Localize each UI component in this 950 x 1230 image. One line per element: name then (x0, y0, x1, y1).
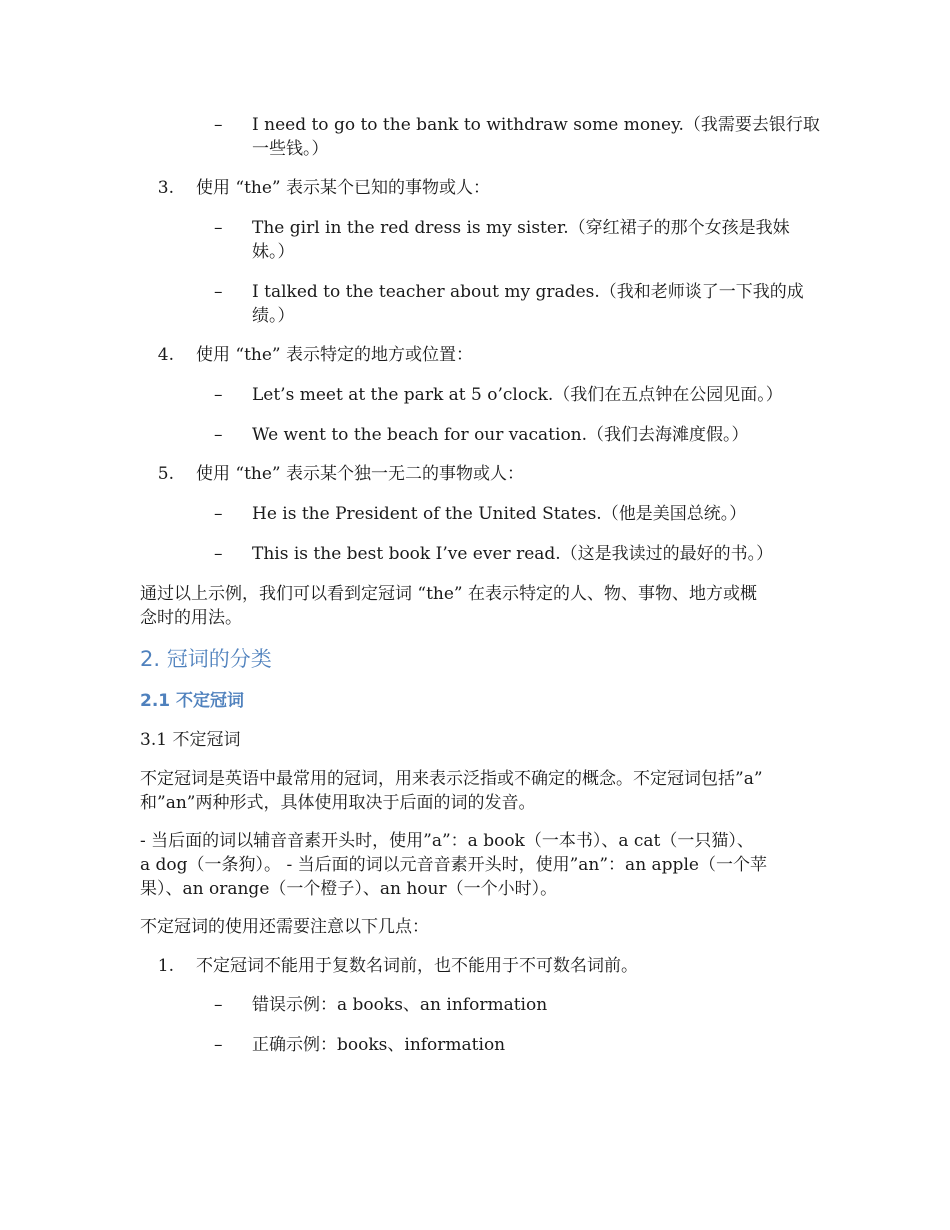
list-item-text: 不定冠词不能用于复数名词前，也不能用于不可数名词前。 (196, 956, 638, 976)
example-text-continued: 绩。） (252, 306, 295, 326)
body-paragraph-continued: 和”an”两种形式，具体使用取决于后面的词的发音。 (140, 793, 536, 813)
bullet-dash: – (214, 385, 223, 405)
body-paragraph-continued: a dog（一条狗）。 - 当后面的词以元音音素开头时，使用”an”：an apple（一个苹 (140, 855, 767, 875)
example-text: I talked to the teacher about my grades.（我和老师谈了一下我的成 (252, 282, 804, 302)
section-heading: 2. 冠词的分类 (140, 647, 272, 671)
subsection-heading: 2.1 不定冠词 (140, 691, 245, 711)
example-text: Let’s meet at the park at 5 o’clock.（我们在五点钟在公园见面。） (252, 385, 783, 405)
bullet-dash: – (214, 1035, 223, 1055)
list-number: 5. (157, 464, 174, 484)
bullet-dash: – (214, 544, 223, 564)
bullet-dash: – (214, 282, 223, 302)
body-paragraph-continued: 果）、an orange（一个橙子）、an hour（一个小时）。 (140, 879, 558, 899)
sub-subsection-label: 3.1 不定冠词 (140, 730, 241, 750)
bullet-dash: – (214, 218, 223, 238)
example-text: This is the best book I’ve ever read.（这是我读过的最好的书。） (252, 544, 774, 564)
list-number: 3. (157, 178, 174, 198)
body-paragraph: - 当后面的词以辅音音素开头时，使用”a”：a book（一本书）、a cat（一只猫）、 (140, 831, 754, 851)
example-text: He is the President of the United States.（他是美国总统。） (252, 504, 747, 524)
summary-paragraph: 通过以上示例，我们可以看到定冠词 “the” 在表示特定的人、物、事物、地方或概 (140, 584, 758, 604)
example-text: 正确示例：books、information (252, 1035, 506, 1055)
example-text: I need to go to the bank to withdraw some money.（我需要去银行取 (252, 115, 820, 135)
body-paragraph: 不定冠词的使用还需要注意以下几点： (140, 917, 429, 937)
bullet-dash: – (214, 425, 223, 445)
example-text: 错误示例：a books、an information (252, 995, 548, 1015)
bullet-dash: – (214, 115, 223, 135)
list-item-text: 使用 “the” 表示某个已知的事物或人： (196, 178, 491, 198)
summary-paragraph-continued: 念时的用法。 (140, 608, 242, 628)
list-item-text: 使用 “the” 表示特定的地方或位置： (196, 345, 474, 365)
bullet-dash: – (214, 504, 223, 524)
example-text: We went to the beach for our vacation.（我们去海滩度假。） (252, 425, 749, 445)
list-item-text: 使用 “the” 表示某个独一无二的事物或人： (196, 464, 525, 484)
example-text-continued: 妹。） (252, 242, 295, 262)
body-paragraph: 不定冠词是英语中最常用的冠词，用来表示泛指或不确定的概念。不定冠词包括”a” (140, 769, 763, 789)
bullet-dash: – (214, 995, 223, 1015)
list-number: 1. (157, 956, 174, 976)
example-text-continued: 一些钱。） (252, 139, 329, 159)
list-number: 4. (157, 345, 174, 365)
example-text: The girl in the red dress is my sister.（穿红裙子的那个女孩是我妹 (252, 218, 790, 238)
